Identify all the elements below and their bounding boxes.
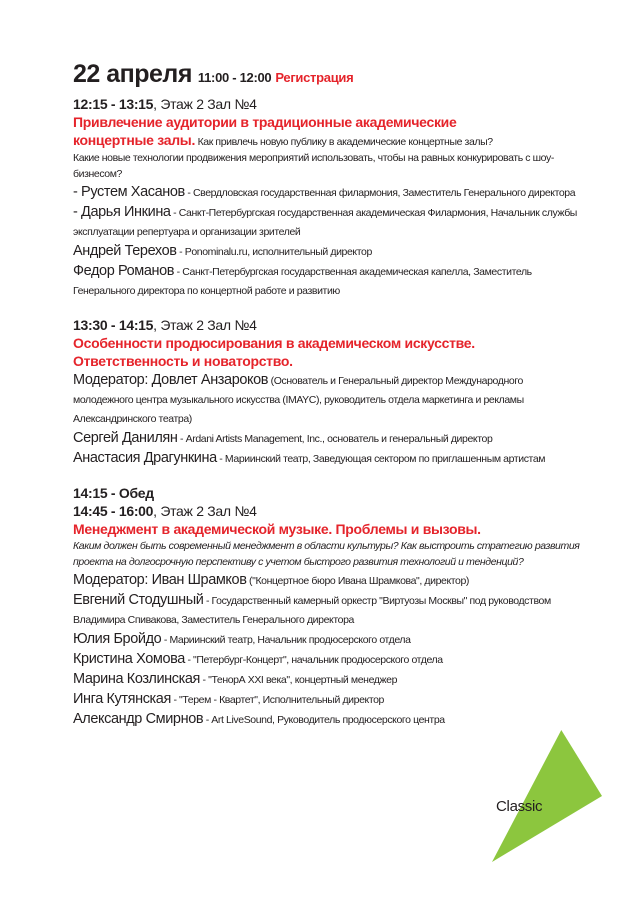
speaker-description: - Санкт-Петербургская государственная академическая Филармония, Начальник службы эксплуатации репертуара и организации зрителей: [73, 207, 577, 238]
session-question: Какие новые технологии продвижения мероприятий использовать, чтобы на равных конкурировать с шоу-бизнесом?: [73, 152, 554, 180]
speaker-name: Инга Кутянская: [73, 691, 171, 707]
session-time-line: [73, 316, 583, 334]
speaker-description: - Ponominalu.ru, исполнительный директор: [176, 246, 372, 258]
speaker-name: Александр Смирнов: [73, 711, 204, 727]
session-time-line: [73, 95, 583, 113]
speaker: [73, 650, 583, 669]
session-time: 14:45 - 16:00: [73, 503, 154, 519]
registration-label: Регистрация: [275, 70, 354, 85]
session-title-line: концертные залы.: [73, 132, 196, 148]
speaker: [73, 591, 583, 629]
speaker-name: Модератор: Иван Шрамков: [73, 572, 247, 588]
speaker-description: - Мариинский театр, Заведующая сектором по приглашенным артистам: [216, 453, 546, 465]
speaker-description: - "Терем - Квартет", Исполнительный директор: [170, 694, 384, 706]
speaker-description: - Мариинский театр, Начальник продюсерского отдела: [161, 634, 411, 646]
registration-time: 11:00 - 12:00: [197, 70, 272, 85]
speaker-description: - Государственный камерный оркестр "Виртуозы Москвы" под руководством Владимира Спивакова, Заместитель Генерального директора: [73, 595, 551, 626]
speaker-name: Федор Романов: [73, 263, 175, 279]
speaker-name: Юлия Бройдо: [73, 631, 162, 647]
speaker-description: - Санкт-Петербургская государственная академическая капелла, Заместитель Генерального директора по концертной работе и развитию: [73, 266, 532, 297]
speaker-name: Марина Козлинская: [73, 671, 200, 687]
speaker: [73, 371, 583, 428]
program-page: [73, 60, 583, 729]
green-triangle-decoration: [492, 730, 602, 862]
session-location: , Этаж 2 Зал №4: [153, 317, 257, 333]
session-question: Каким должен быть современный менеджмент в области культуры? Как выстроить стратегию развития проекта на долгосрочную перспективу с учетом быстрого развития технологий и тенденций?: [73, 540, 580, 568]
session-title: [73, 113, 583, 150]
session-title-line: Привлечение аудитории в традиционные академические: [73, 114, 457, 130]
speaker-name: - Дарья Инкина: [73, 204, 171, 220]
speaker-description: ("Концертное бюро Ивана Шрамкова", директор): [246, 575, 470, 587]
session-title-line: Ответственность и новаторство.: [73, 353, 293, 369]
day-header: [73, 60, 583, 89]
speaker-description: - Свердловская государственная филармония, Заместитель Генерального директора: [184, 187, 576, 199]
speaker: [73, 183, 583, 202]
session-title: Менеджмент в академической музыке. Проблемы и вызовы.: [73, 521, 481, 537]
speaker-name: Сергей Данилян: [73, 430, 178, 446]
session-time-line: [73, 502, 583, 520]
speaker: [73, 242, 583, 261]
session-location: , Этаж 2 Зал №4: [153, 96, 257, 112]
speaker-description: - "ТенорА XXI века", концертный менеджер: [200, 674, 398, 686]
speaker: [73, 670, 583, 689]
speaker-name: Евгений Стодушный: [73, 592, 204, 608]
session-location: , Этаж 2 Зал №4: [153, 503, 257, 519]
speaker-description: (Основатель и Генеральный директор Международного молодежного центра музыкального искусства (IMAYC), руководитель отдела маркетинга и рекламы Александринского театра): [73, 375, 524, 425]
lunch-line: 14:15 - Обед: [73, 485, 154, 501]
speaker-name: Кристина Хомова: [73, 651, 185, 667]
track-label: Classic: [496, 798, 543, 815]
speaker-name: - Рустем Хасанов: [73, 184, 185, 200]
speaker-description: - "Петербург-Концерт", начальник продюсерского отдела: [184, 654, 443, 666]
session-time: 13:30 - 14:15: [73, 317, 154, 333]
speaker: [73, 262, 583, 300]
speaker-name: Андрей Терехов: [73, 243, 177, 259]
session-2: [73, 316, 583, 468]
date-title: 22 апреля: [73, 60, 192, 88]
session-title-line: Особенности продюсирования в академическом искусстве.: [73, 335, 475, 351]
session-time: 12:15 - 13:15: [73, 96, 154, 112]
speaker: [73, 710, 583, 729]
speaker-description: - Art LiveSound, Руководитель продюсерского центра: [203, 714, 445, 726]
speaker-name: Модератор: Довлет Анзароков: [73, 372, 269, 388]
speaker: [73, 449, 583, 468]
speaker: [73, 429, 583, 448]
speaker: [73, 690, 583, 709]
speaker-description: - Ardani Artists Management, Inc., основатель и генеральный директор: [177, 433, 493, 445]
session-1: [73, 95, 583, 300]
session-question: Как привлечь новую публику в академические концертные залы?: [195, 136, 493, 148]
speaker: [73, 630, 583, 649]
session-3: [73, 484, 583, 729]
speaker: [73, 571, 583, 590]
speaker: [73, 203, 583, 241]
speaker-name: Анастасия Драгункина: [73, 450, 217, 466]
session-title: [73, 334, 583, 370]
